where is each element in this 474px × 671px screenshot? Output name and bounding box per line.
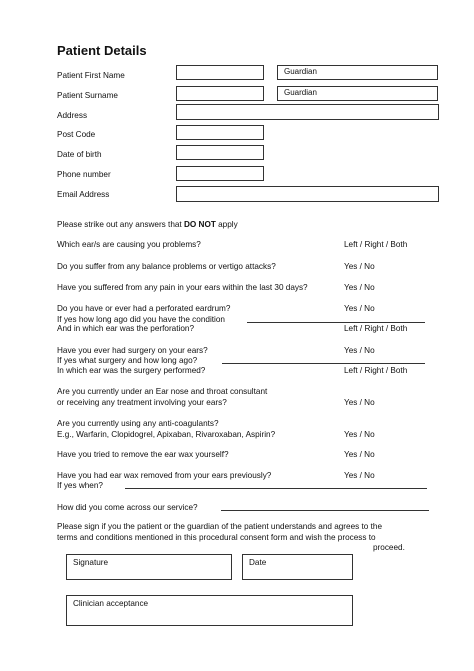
perforation-ear-label: And in which ear was the perforation? (57, 324, 194, 333)
guardian-surname-field[interactable] (277, 86, 438, 101)
answer-perforation-ear[interactable]: Left / Right / Both (344, 324, 408, 333)
answer-anticoagulants[interactable]: Yes / No (344, 430, 375, 439)
answer-previous-removal[interactable]: Yes / No (344, 471, 375, 480)
consent-text-line3: proceed. (373, 543, 405, 552)
answer-perforation[interactable]: Yes / No (344, 304, 375, 313)
email-field[interactable] (176, 186, 439, 202)
surgery-details-label: If yes what surgery and how long ago? (57, 356, 198, 365)
date-box[interactable] (242, 554, 353, 580)
surname-field[interactable] (176, 86, 264, 101)
answer-surgery-ear[interactable]: Left / Right / Both (344, 366, 408, 375)
answer-balance[interactable]: Yes / No (344, 262, 375, 271)
phone-field[interactable] (176, 166, 264, 181)
previous-removal-when-label: If yes when? (57, 481, 103, 490)
question-perforation: Do you have or ever had a perforated eardrum? (57, 304, 231, 313)
question-anticoagulants-line2: E.g., Warfarin, Clopidogrel, Apixaban, Rivaroxaban, Aspirin? (57, 430, 276, 439)
strike-instruction: Please strike out any answers that DO NOT apply (57, 220, 238, 229)
clinician-acceptance-box[interactable] (66, 595, 353, 626)
guardian-first-name-field[interactable] (277, 65, 438, 80)
surgery-details-line[interactable] (222, 363, 425, 364)
page-title: Patient Details (57, 43, 147, 58)
guardian-label: Guardian (284, 88, 317, 97)
question-surgery: Have you ever had surgery on your ears? (57, 346, 208, 355)
post-code-label: Post Code (57, 130, 96, 139)
consent-text-line2: terms and conditions mentioned in this procedural consent form and wish the process to (57, 533, 376, 542)
question-pain: Have you suffered from any pain in your ears within the last 30 days? (57, 283, 308, 292)
email-label: Email Address (57, 190, 110, 199)
surgery-ear-label: In which ear was the surgery performed? (57, 366, 206, 375)
dob-field[interactable] (176, 145, 264, 160)
answer-pain[interactable]: Yes / No (344, 283, 375, 292)
question-referral: How did you come across our service? (57, 503, 198, 512)
question-anticoagulants-line1: Are you currently using any anti-coagulants? (57, 419, 219, 428)
answer-surgery[interactable]: Yes / No (344, 346, 375, 355)
post-code-field[interactable] (176, 125, 264, 140)
answer-ent[interactable]: Yes / No (344, 398, 375, 407)
dob-label: Date of birth (57, 150, 102, 159)
first-name-field[interactable] (176, 65, 264, 80)
clinician-acceptance-label: Clinician acceptance (73, 599, 149, 608)
address-field[interactable] (176, 104, 439, 120)
question-previous-removal: Have you had ear wax removed from your ears previously? (57, 471, 272, 480)
answer-self-removal[interactable]: Yes / No (344, 450, 375, 459)
previous-removal-when-line[interactable] (125, 488, 427, 489)
surname-label: Patient Surname (57, 91, 118, 100)
question-ent-line2: or receiving any treatment involving your ears? (57, 398, 227, 407)
consent-text-line1: Please sign if you the patient or the guardian of the patient understands and agrees to the (57, 522, 382, 531)
date-label: Date (249, 558, 267, 567)
question-self-removal: Have you tried to remove the ear wax yourself? (57, 450, 229, 459)
address-label: Address (57, 111, 88, 120)
perforation-duration-line[interactable] (247, 322, 425, 323)
phone-label: Phone number (57, 170, 111, 179)
perforation-duration-label: If yes how long ago did you have the condition (57, 315, 225, 324)
question-ears: Which ear/s are causing you problems? (57, 240, 201, 249)
question-ent-line1: Are you currently under an Ear nose and throat consultant (57, 387, 268, 396)
signature-label: Signature (73, 558, 109, 567)
question-balance: Do you suffer from any balance problems or vertigo attacks? (57, 262, 276, 271)
guardian-label: Guardian (284, 67, 317, 76)
answer-ears[interactable]: Left / Right / Both (344, 240, 408, 249)
signature-box[interactable] (66, 554, 232, 580)
referral-line[interactable] (221, 510, 429, 511)
first-name-label: Patient First Name (57, 71, 125, 80)
